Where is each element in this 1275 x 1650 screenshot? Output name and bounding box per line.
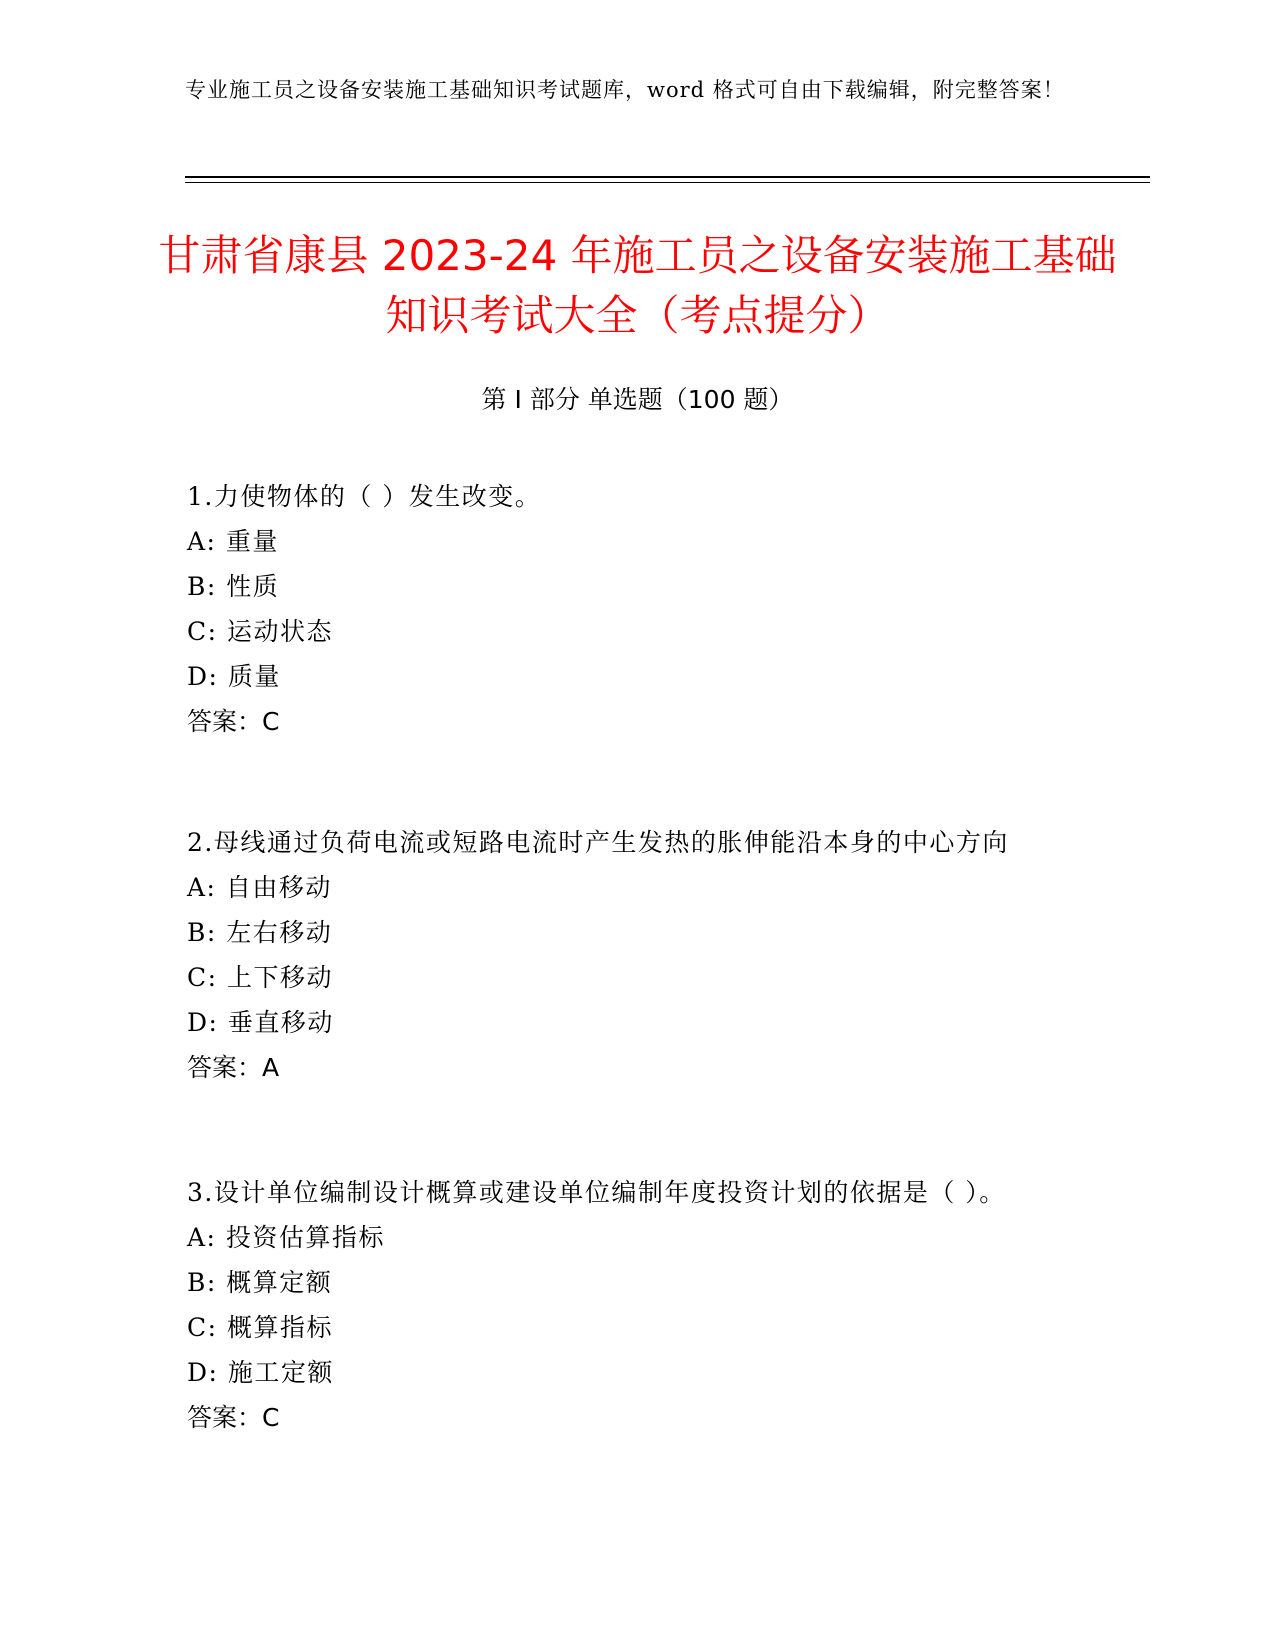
question-3 (187, 1170, 1067, 1440)
header-rule-thin (185, 182, 1150, 183)
header-rule-thick (185, 176, 1150, 178)
option-c: C: 运动状态 (187, 617, 333, 646)
question-stem: 2.母线通过负荷电流或短路电流时产生发热的胀伸能沿本身的中心方向 (187, 828, 1009, 857)
option-a: A: 自由移动 (187, 873, 332, 902)
section-heading: 第 I 部分 单选题（100 题） (481, 385, 794, 414)
option-a: A: 投资估算指标 (187, 1223, 385, 1252)
header-note: 专业施工员之设备安装施工基础知识考试题库，word 格式可自由下载编辑，附完整答案！ (185, 78, 1065, 102)
answer: 答案：A (187, 1053, 280, 1082)
option-b: B: 左右移动 (187, 918, 333, 947)
question-stem: 1.力使物体的（ ）发生改变。 (187, 482, 542, 511)
option-b: B: 性质 (187, 572, 280, 601)
answer: 答案：C (187, 1403, 280, 1432)
option-d: D: 施工定额 (187, 1358, 334, 1387)
document-title: 甘肃省康县 2023-24 年施工员之设备安装施工基础知识考试大全（考点提分） (158, 231, 1117, 340)
option-c: C: 上下移动 (187, 963, 333, 992)
question-stem: 3.设计单位编制设计概算或建设单位编制年度投资计划的依据是（ ）。 (187, 1178, 1006, 1207)
answer: 答案：C (187, 707, 280, 736)
option-a: A: 重量 (187, 527, 279, 556)
option-d: D: 垂直移动 (187, 1008, 334, 1037)
option-d: D: 质量 (187, 662, 281, 691)
option-c: C: 概算指标 (187, 1313, 333, 1342)
question-2 (187, 820, 1067, 1090)
question-1 (187, 474, 1067, 744)
option-b: B: 概算定额 (187, 1268, 333, 1297)
